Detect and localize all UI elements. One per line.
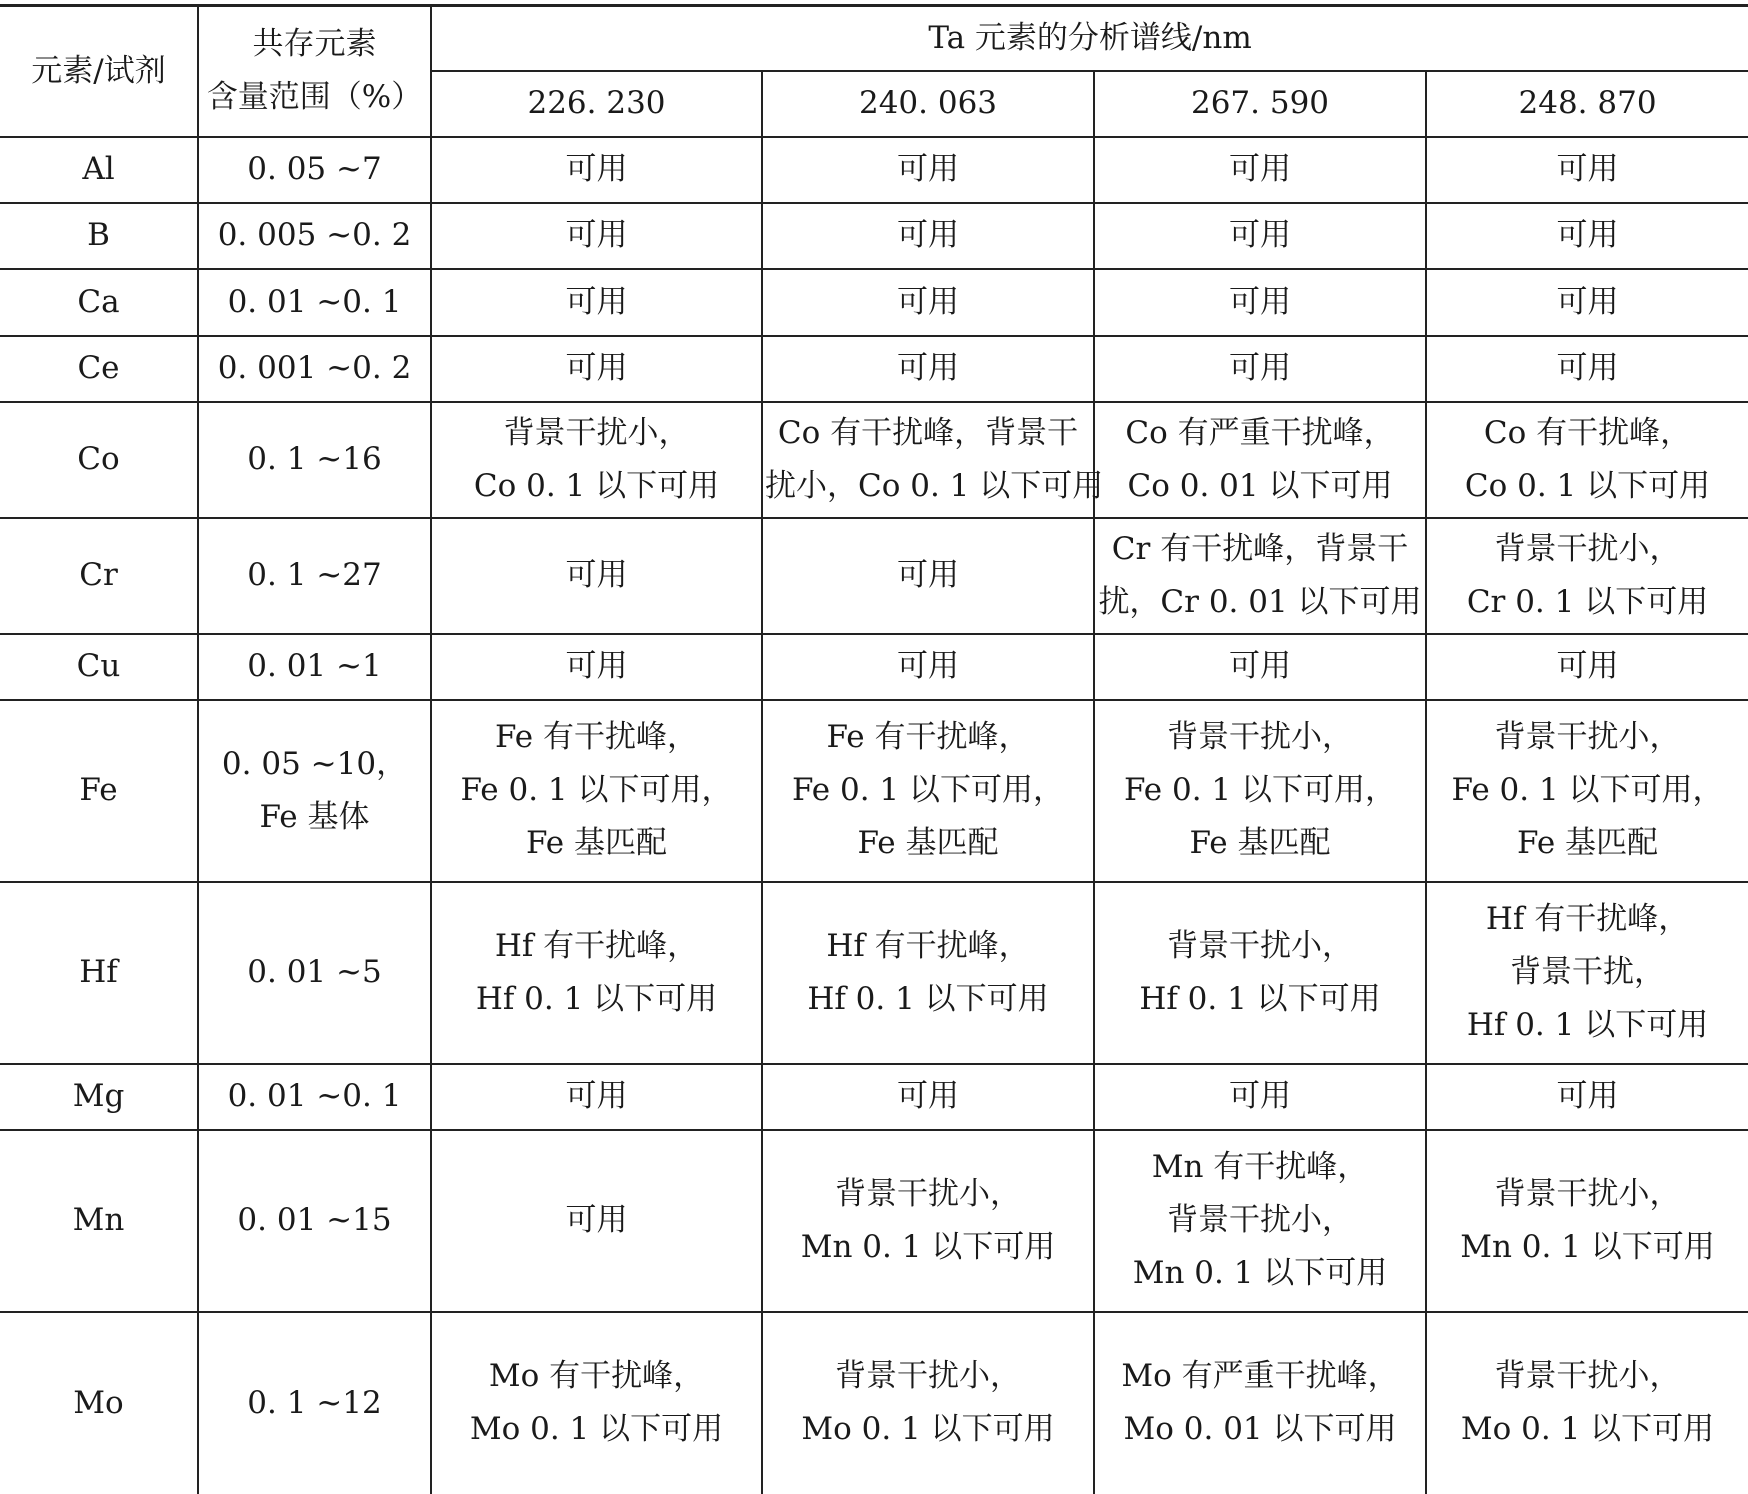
table-row <box>0 269 1748 336</box>
result-line: 可用 <box>897 350 959 386</box>
result-line: Hf 0. 1 以下可用 <box>807 980 1049 1017</box>
element-cell: Al <box>0 137 198 203</box>
header-wavelength: 226. 230 <box>431 71 762 137</box>
result-line: 背景干扰小， <box>1167 927 1353 964</box>
result-line: Fe 有干扰峰， <box>494 719 698 755</box>
element-cell: Mn <box>0 1130 198 1312</box>
line-result-cell <box>1426 1130 1748 1312</box>
range-line: Fe 基体 <box>259 798 370 835</box>
result-line: Hf 0. 1 以下可用 <box>1466 1007 1709 1043</box>
result-line: Mo 0. 1 以下可用 <box>1460 1411 1715 1447</box>
result-line: Mn 0. 1 以下可用 <box>1132 1255 1388 1291</box>
header-coexisting-range-line: 含量范围（%） <box>206 79 423 116</box>
header-element-reagent: 元素/试剂 <box>0 6 198 137</box>
range-cell <box>198 634 431 700</box>
result-line: Mo 0. 1 以下可用 <box>801 1411 1055 1447</box>
line-result-cell <box>431 137 762 203</box>
result-line: Co 0. 01 以下可用 <box>1127 467 1393 504</box>
line-result-cell <box>1426 1312 1748 1494</box>
result-line: Fe 有干扰峰， <box>826 719 1030 755</box>
line-result-cell <box>762 137 1094 203</box>
result-line: Hf 有干扰峰， <box>826 927 1030 964</box>
range-cell <box>198 1064 431 1130</box>
line-result-cell <box>1094 518 1426 634</box>
result-line: Mo 0. 1 以下可用 <box>469 1411 724 1447</box>
header-coexisting-range-line: 共存元素 <box>252 26 377 63</box>
range-line: 0. 1 ~27 <box>247 557 382 593</box>
line-result-cell <box>431 1064 762 1130</box>
range-line: 0. 01 ~5 <box>247 954 382 990</box>
result-line: Mo 0. 01 以下可用 <box>1123 1411 1397 1447</box>
line-result-cell <box>1094 634 1426 700</box>
line-result-cell <box>1426 882 1748 1064</box>
line-result-cell <box>1094 203 1426 269</box>
result-line: 背景干扰小， <box>1167 719 1353 755</box>
line-result-cell <box>1426 402 1748 518</box>
result-line: Fe 0. 1 以下可用， <box>791 772 1065 808</box>
table-row <box>0 634 1748 700</box>
line-result-cell <box>762 402 1104 518</box>
element-cell: Ca <box>0 269 198 336</box>
result-line: 可用 <box>1229 151 1291 187</box>
range-cell <box>198 700 431 882</box>
line-result-cell <box>1094 336 1426 402</box>
table-row <box>0 402 1748 518</box>
result-line: 背景干扰小， <box>1494 719 1681 755</box>
result-line: 背景干扰小， <box>835 1175 1021 1212</box>
result-line: 可用 <box>897 283 959 320</box>
header-wavelength: 240. 063 <box>762 71 1094 137</box>
interference-table <box>0 4 1748 1494</box>
line-result-cell <box>431 634 762 700</box>
line-result-cell <box>431 882 762 1064</box>
element-cell: Co <box>0 402 198 518</box>
result-line: 可用 <box>1556 1078 1619 1114</box>
element-cell: Cr <box>0 518 198 634</box>
result-line: 可用 <box>1556 350 1619 386</box>
table-row <box>0 336 1748 402</box>
table-row <box>0 1130 1748 1312</box>
result-line: Fe 0. 1 以下可用， <box>460 772 733 808</box>
range-line: 0. 1 ~12 <box>247 1384 382 1421</box>
line-result-cell <box>1094 882 1426 1064</box>
line-result-cell <box>431 402 762 518</box>
result-line: Hf 0. 1 以下可用 <box>1139 980 1381 1017</box>
result-line: Cr 有干扰峰，背景干 <box>1111 530 1409 567</box>
line-result-cell <box>1426 518 1748 634</box>
line-result-cell <box>762 269 1094 336</box>
result-line: 可用 <box>897 151 959 187</box>
line-result-cell <box>431 336 762 402</box>
result-line: Co 0. 1 以下可用 <box>473 467 720 504</box>
table-row <box>0 882 1748 1064</box>
line-result-cell <box>431 1130 762 1312</box>
line-result-cell <box>1426 634 1748 700</box>
element-cell: Cu <box>0 634 198 700</box>
line-result-cell <box>1094 1064 1426 1130</box>
result-line: Co 有干扰峰， <box>1483 414 1692 451</box>
result-line: 可用 <box>1556 648 1619 684</box>
result-line: 背景干扰， <box>1510 954 1666 990</box>
line-result-cell <box>762 203 1094 269</box>
result-line: 背景干扰小， <box>1494 1175 1681 1212</box>
line-result-cell <box>762 700 1094 882</box>
table-row <box>0 137 1748 203</box>
result-line: 可用 <box>1556 283 1619 320</box>
element-cell: Mo <box>0 1312 198 1494</box>
result-line: 可用 <box>565 557 628 593</box>
result-line: 背景干扰小， <box>1167 1202 1353 1238</box>
result-line: 可用 <box>565 648 628 684</box>
result-line: 扰小，Co 0. 1 以下可用 <box>765 467 1104 504</box>
table-row <box>0 1312 1748 1494</box>
range-cell <box>198 518 431 634</box>
header-coexisting-range <box>198 6 431 137</box>
result-line: Fe 0. 1 以下可用， <box>1451 772 1724 808</box>
range-cell <box>198 1312 431 1494</box>
result-line: Mn 0. 1 以下可用 <box>1460 1228 1715 1265</box>
result-line: Hf 有干扰峰， <box>494 927 699 964</box>
element-cell: Fe <box>0 700 198 882</box>
result-line: Co 有干扰峰，背景干 <box>777 414 1079 451</box>
line-result-cell <box>431 269 762 336</box>
element-cell: B <box>0 203 198 269</box>
result-line: 可用 <box>1229 217 1291 253</box>
range-line: 0. 005 ~0. 2 <box>217 217 412 253</box>
result-line: 可用 <box>897 217 959 253</box>
result-line: 可用 <box>897 1078 959 1114</box>
table-row <box>0 1064 1748 1130</box>
range-line: 0. 01 ~1 <box>247 648 382 684</box>
result-line: 可用 <box>1556 151 1619 187</box>
table-row <box>0 700 1748 882</box>
result-line: Fe 基匹配 <box>1517 825 1659 861</box>
result-line: 可用 <box>1229 350 1291 386</box>
result-line: 背景干扰小， <box>503 414 690 451</box>
table-body <box>0 137 1748 1494</box>
line-result-cell <box>1094 269 1426 336</box>
header-spectral-lines: Ta 元素的分析谱线/nm <box>431 6 1748 71</box>
table-row <box>0 518 1748 634</box>
result-line: Co 有严重干扰峰， <box>1125 414 1395 451</box>
element-cell: Ce <box>0 336 198 402</box>
range-cell <box>198 269 431 336</box>
line-result-cell <box>762 1312 1094 1494</box>
result-line: 背景干扰小， <box>1494 1358 1681 1394</box>
line-result-cell <box>431 1312 762 1494</box>
range-line: 0. 01 ~0. 1 <box>227 283 402 320</box>
line-result-cell <box>1426 137 1748 203</box>
element-cell: Hf <box>0 882 198 1064</box>
result-line: 可用 <box>565 283 628 320</box>
line-result-cell <box>431 203 762 269</box>
line-result-cell <box>762 1130 1094 1312</box>
result-line: Mo 有严重干扰峰， <box>1121 1358 1399 1394</box>
range-line: 0. 1 ~16 <box>247 441 382 477</box>
line-result-cell <box>1094 700 1426 882</box>
line-result-cell <box>762 1064 1094 1130</box>
range-cell <box>198 336 431 402</box>
range-line: 0. 001 ~0. 2 <box>217 350 412 386</box>
result-line: Co 0. 1 以下可用 <box>1464 467 1711 504</box>
result-line: 扰，Cr 0. 01 以下可用 <box>1098 583 1422 620</box>
line-result-cell <box>431 700 762 882</box>
result-line: 背景干扰小， <box>1494 530 1681 567</box>
result-line: 可用 <box>565 1078 628 1114</box>
range-cell <box>198 1130 431 1312</box>
line-result-cell <box>762 634 1094 700</box>
result-line: 背景干扰小， <box>835 1358 1021 1394</box>
result-line: 可用 <box>1229 648 1291 684</box>
result-line: 可用 <box>1229 283 1291 320</box>
result-line: Mn 0. 1 以下可用 <box>800 1228 1056 1265</box>
range-line: 0. 05 ~7 <box>247 151 382 187</box>
line-result-cell <box>1094 137 1426 203</box>
header-wavelength: 267. 590 <box>1094 71 1426 137</box>
line-result-cell <box>1426 336 1748 402</box>
result-line: Mn 有干扰峰， <box>1151 1149 1369 1185</box>
line-result-cell <box>1426 203 1748 269</box>
result-line: Fe 0. 1 以下可用， <box>1123 772 1397 808</box>
range-cell <box>198 137 431 203</box>
line-result-cell <box>1094 402 1426 518</box>
result-line: Fe 基匹配 <box>1189 825 1331 861</box>
line-result-cell <box>431 518 762 634</box>
range-line: 0. 01 ~0. 1 <box>227 1078 402 1114</box>
result-line: Fe 基匹配 <box>857 825 999 861</box>
range-cell <box>198 203 431 269</box>
range-cell <box>198 882 431 1064</box>
table-row <box>0 203 1748 269</box>
line-result-cell <box>1094 1130 1426 1312</box>
line-result-cell <box>1426 700 1748 882</box>
result-line: 可用 <box>565 350 628 386</box>
line-result-cell <box>1426 269 1748 336</box>
line-result-cell <box>1426 1064 1748 1130</box>
line-result-cell <box>762 518 1094 634</box>
result-line: 可用 <box>565 1202 628 1238</box>
result-line: Hf 有干扰峰， <box>1485 901 1690 937</box>
header-wavelength: 248. 870 <box>1426 71 1748 137</box>
result-line: 可用 <box>1556 217 1619 253</box>
line-result-cell <box>1094 1312 1426 1494</box>
element-cell: Mg <box>0 1064 198 1130</box>
result-line: 可用 <box>897 648 959 684</box>
result-line: 可用 <box>565 151 628 187</box>
result-line: Cr 0. 1 以下可用 <box>1466 583 1709 620</box>
line-result-cell <box>762 336 1094 402</box>
result-line: 可用 <box>1229 1078 1291 1114</box>
result-line: Fe 基匹配 <box>525 825 667 861</box>
result-line: 可用 <box>565 217 628 253</box>
range-line: 0. 05 ~10， <box>221 745 408 782</box>
line-result-cell <box>762 882 1094 1064</box>
range-cell <box>198 402 431 518</box>
result-line: Mo 有干扰峰， <box>488 1358 705 1394</box>
range-line: 0. 01 ~15 <box>237 1202 392 1238</box>
result-line: Hf 0. 1 以下可用 <box>475 980 718 1017</box>
result-line: 可用 <box>897 557 959 593</box>
